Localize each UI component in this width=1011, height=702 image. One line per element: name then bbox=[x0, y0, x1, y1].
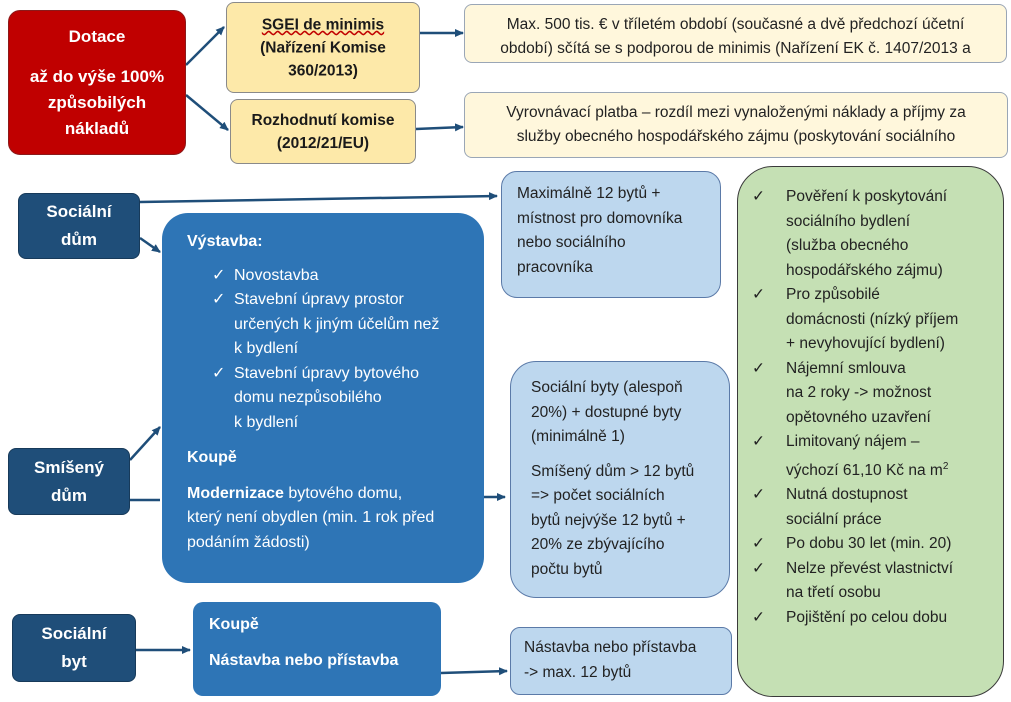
condition-item-line bbox=[786, 357, 997, 382]
check-icon: ✓ bbox=[752, 433, 765, 450]
vystavba-item-text: určených k jiným účelům než bbox=[234, 315, 440, 333]
vystavba-item-text: k bydlení bbox=[234, 413, 299, 431]
smiseny-dum-line2: dům bbox=[51, 485, 87, 505]
socialni-byt-line2: byt bbox=[61, 652, 87, 671]
check-icon: ✓ bbox=[212, 364, 226, 382]
condition-item-text: na třetí osobu bbox=[786, 584, 881, 602]
vystavba-item bbox=[187, 264, 474, 289]
condition-item-text: Nutná dostupnost bbox=[786, 486, 908, 504]
condition-item-text: + nevyhovující bydlení) bbox=[786, 335, 945, 352]
condition-item-line bbox=[786, 308, 997, 333]
vystavba-item-line bbox=[234, 313, 474, 338]
smiseny-info-line: 20%) + dostupné byty bbox=[531, 403, 682, 421]
vystavba-box bbox=[162, 213, 484, 583]
sgei-desc-line1: Max. 500 tis. € v tříletém období (současné a dvě předchozí účetní bbox=[506, 16, 965, 33]
sgei-box bbox=[226, 2, 420, 93]
condition-item bbox=[738, 532, 997, 557]
smiseny-info-p1 bbox=[531, 376, 723, 450]
vystavba-item-line bbox=[234, 411, 474, 436]
max12-box bbox=[501, 171, 721, 298]
condition-item-text: Nelze převést vlastnictví bbox=[786, 559, 954, 577]
vystavba-item-line bbox=[234, 288, 474, 313]
smiseny-info-line: (minimálně 1) bbox=[531, 428, 625, 445]
vystavba-item-text: k bydlení bbox=[234, 340, 299, 357]
smiseny-info-line: 20% ze zbývajícího bbox=[531, 536, 665, 553]
vystavba-item-line bbox=[234, 337, 474, 362]
modernizace-bold: Modernizace bbox=[187, 484, 284, 502]
dotace-title: Dotace bbox=[68, 26, 126, 46]
condition-item-line bbox=[786, 259, 997, 284]
sgei-line3: 360/2013) bbox=[288, 62, 358, 79]
sgei-line1: SGEI de minimis bbox=[261, 16, 385, 33]
arrow-socialni-dum-to-max12 bbox=[140, 196, 497, 202]
rozhodnuti-line2: (2012/21/EU) bbox=[276, 134, 370, 152]
socialni-dum-line1: Sociální bbox=[46, 202, 112, 221]
check-icon: ✓ bbox=[752, 559, 765, 577]
dotace-line2: způsobilých bbox=[47, 92, 147, 112]
condition-item-line bbox=[786, 508, 997, 533]
check-icon: ✓ bbox=[752, 359, 765, 377]
condition-item-text: Limitovaný nájem – bbox=[786, 433, 920, 450]
dotace-line1: až do výše 100% bbox=[29, 66, 165, 86]
vystavba-item-line bbox=[234, 386, 474, 411]
condition-item-text: Po dobu 30 let (min. 20) bbox=[786, 535, 952, 553]
condition-item-line bbox=[786, 332, 997, 357]
modernizace-rest: bytového domu, bbox=[283, 484, 403, 502]
condition-item-text: na 2 roky -> možnost bbox=[786, 384, 932, 401]
vystavba-item-text: Stavební úpravy bytového bbox=[234, 364, 420, 382]
sgei-description bbox=[464, 4, 1007, 63]
socialni-dum-line2: dům bbox=[61, 230, 97, 249]
max12-line: nebo sociálního bbox=[517, 234, 626, 251]
condition-item-text: domácnosti (nízký příjem bbox=[786, 310, 959, 328]
vystavba-item-text: Novostavba bbox=[234, 266, 319, 284]
condition-item-line bbox=[786, 381, 997, 406]
vystavba-item-text: Stavební úpravy prostor bbox=[234, 291, 404, 308]
vystavba-item-text: domu nezpůsobilého bbox=[234, 389, 382, 406]
condition-item-line bbox=[786, 430, 997, 455]
condition-item-line bbox=[786, 234, 997, 259]
condition-item bbox=[738, 483, 997, 532]
condition-item bbox=[738, 606, 997, 631]
modernizace-line3: podáním žádosti) bbox=[187, 533, 310, 551]
smiseny-info-line: => počet sociálních bbox=[531, 487, 665, 504]
dotace-box bbox=[8, 10, 186, 155]
check-icon: ✓ bbox=[752, 188, 765, 205]
vystavba-list bbox=[187, 264, 474, 436]
check-icon: ✓ bbox=[212, 266, 226, 284]
vystavba-item bbox=[187, 288, 474, 362]
smiseny-info-p2 bbox=[531, 460, 723, 583]
nastavba-info-line: -> max. 12 bytů bbox=[524, 663, 632, 681]
rozhodnuti-description bbox=[464, 92, 1008, 158]
arrow-rozhodnuti-to-desc bbox=[416, 127, 463, 129]
condition-item-line bbox=[786, 483, 997, 508]
condition-item-line bbox=[786, 532, 997, 557]
condition-item-line bbox=[786, 455, 997, 484]
condition-item bbox=[738, 430, 997, 483]
rozhodnuti-desc-line1: Vyrovnávací platba – rozdíl mezi vynaloženými náklady a příjmy za bbox=[506, 104, 966, 121]
check-icon: ✓ bbox=[752, 608, 765, 626]
condition-item-line bbox=[786, 210, 997, 235]
max12-line: pracovníka bbox=[517, 258, 593, 276]
vystavba-item bbox=[187, 362, 474, 436]
smiseny-dum-line1: Smíšený bbox=[34, 457, 104, 477]
check-icon: ✓ bbox=[752, 535, 765, 553]
sgei-line2: (Nařízení Komise bbox=[260, 39, 386, 56]
condition-item bbox=[738, 283, 997, 357]
smiseny-dum-box bbox=[8, 448, 130, 515]
arrow-dotace-to-sgei bbox=[186, 27, 224, 65]
rozhodnuti-line1: Rozhodnutí komise bbox=[251, 111, 395, 129]
condition-item-text: sociální práce bbox=[786, 510, 882, 528]
check-icon: ✓ bbox=[752, 486, 765, 504]
arrow-smiseny-to-vystavba bbox=[130, 427, 160, 460]
smiseny-info-line: Sociální byty (alespoň bbox=[531, 379, 683, 396]
check-icon: ✓ bbox=[212, 291, 226, 308]
rozhodnuti-desc-line2: služby obecného hospodářského zájmu (poskytování sociálního bbox=[516, 128, 956, 145]
smiseny-info-line: počtu bytů bbox=[531, 560, 603, 578]
dotace-line3: nákladů bbox=[64, 118, 130, 138]
condition-item-text: (služba obecného bbox=[786, 237, 909, 254]
smiseny-info-line: Smíšený dům > 12 bytů bbox=[531, 462, 695, 480]
arrow-byt-box-to-nastavba bbox=[441, 671, 507, 673]
condition-item-line bbox=[786, 406, 997, 431]
byt-nastavba-label: Nástavba nebo přístavba bbox=[209, 651, 399, 669]
condition-item-text: výchozí 61,10 Kč na m bbox=[786, 461, 943, 479]
condition-item-text: Pojištění po celou dobu bbox=[786, 608, 948, 626]
unit-superscript: 2 bbox=[942, 460, 949, 472]
condition-item-line bbox=[786, 606, 997, 631]
conditions-box bbox=[737, 166, 1004, 697]
condition-item-line bbox=[786, 185, 997, 210]
socialni-byt-box bbox=[12, 614, 136, 682]
condition-item-line bbox=[786, 557, 997, 582]
modernizace-line2: který není obydlen (min. 1 rok před bbox=[187, 509, 435, 526]
socialni-dum-box bbox=[18, 193, 140, 259]
smiseny-info-line: bytů nejvýše 12 bytů + bbox=[531, 511, 686, 529]
smiseny-info-box bbox=[510, 361, 730, 598]
condition-item-text: Pro způsobilé bbox=[786, 286, 880, 303]
arrow-socialni-dum-to-vystavba bbox=[140, 238, 160, 252]
koupe-label: Koupě bbox=[187, 449, 237, 466]
sgei-desc-line2: období) sčítá se s podporou de minimis (Nařízení EK č. 1407/2013 a bbox=[500, 40, 971, 57]
condition-item-text: Pověření k poskytování bbox=[786, 188, 948, 205]
condition-item bbox=[738, 557, 997, 606]
byt-koupe-label: Koupě bbox=[209, 616, 259, 633]
max12-line: místnost pro domovníka bbox=[517, 209, 683, 227]
condition-item-line bbox=[786, 283, 997, 308]
conditions-list bbox=[738, 185, 997, 630]
condition-item-text: Nájemní smlouva bbox=[786, 359, 906, 377]
byt-action-box bbox=[193, 602, 441, 696]
socialni-byt-line1: Sociální bbox=[41, 624, 107, 643]
vystavba-item-line bbox=[234, 264, 474, 289]
vystavba-item-line bbox=[234, 362, 474, 387]
condition-item bbox=[738, 185, 997, 283]
condition-item-text: sociálního bydlení bbox=[786, 212, 911, 230]
condition-item-line bbox=[786, 581, 997, 606]
modernizace-text bbox=[187, 482, 474, 507]
vystavba-heading: Výstavba: bbox=[187, 233, 263, 250]
condition-item-text: opětovného uzavření bbox=[786, 408, 931, 426]
rozhodnuti-box bbox=[230, 99, 416, 164]
condition-item bbox=[738, 357, 997, 431]
nastavba-info-line: Nástavba nebo přístavba bbox=[524, 639, 697, 656]
check-icon: ✓ bbox=[752, 286, 765, 303]
max12-line: Maximálně 12 bytů + bbox=[517, 185, 661, 202]
nastavba-info-box bbox=[510, 627, 732, 695]
arrow-dotace-to-rozhodnuti bbox=[186, 95, 228, 130]
condition-item-text: hospodářského zájmu) bbox=[786, 261, 943, 279]
